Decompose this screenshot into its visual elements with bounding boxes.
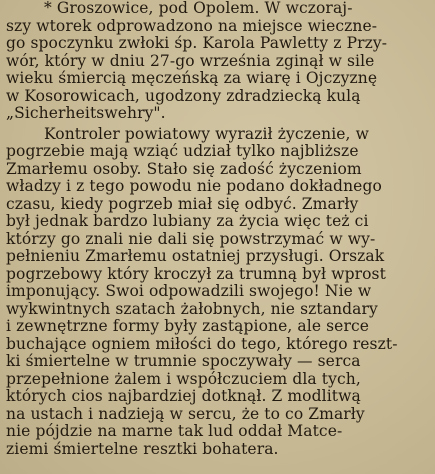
text-line: „Sicherheitswehry". — [6, 105, 166, 122]
text-line: władzy i z tego powodu nie podano dokładnego — [6, 178, 382, 195]
text-line: buchające ogniem miłości do tego, którego reszt- — [6, 335, 398, 353]
text-line: był jednak bardzo lubiany za życia więc też ci — [6, 213, 369, 230]
text-line: na ustach i nadzieją w sercu, że to co Zmarły — [6, 405, 365, 423]
article-paragraph-1 — [6, 0, 432, 123]
text-line: których cios najbardziej dotknął. Z modlitwą — [6, 388, 361, 405]
article-paragraph-2 — [6, 126, 432, 459]
text-line: pogrzebowy który kroczył za trumną był wprost — [6, 265, 386, 283]
text-line: Kontroler powiatowy wyraził życzenie, w — [44, 125, 369, 143]
text-line: nie pójdzie na marne tak lud oddał Matce- — [6, 423, 343, 440]
text-line: którzy go znali nie dali się powstrzymać w wy- — [6, 230, 376, 248]
article-column — [6, 0, 432, 458]
text-line: wykwintnych szatach żałobnych, nie sztandary — [6, 300, 378, 318]
text-line: imponujący. Swoi odpowadzili swojego! Nie w — [6, 283, 372, 300]
text-line: Zmarłemu osoby. Stało się zadość życzeniom — [6, 160, 362, 178]
text-line: pogrzebie mają wziąć udział tylko najbliższe — [6, 143, 359, 160]
text-line: szy wtorek odprowadzono na miejsce wieczne- — [6, 17, 378, 35]
text-line: przepełnione żalem i współczuciem dla tych, — [6, 370, 361, 388]
text-line: wieku śmiercią męczeńską za wiarę i Ojczyznę — [6, 70, 378, 87]
text-line: ki śmiertelne w trumnie spoczywały — serca — [6, 353, 361, 370]
text-line: czasu, kiedy pogrzeb miał się odbyć. Zmarły — [6, 195, 359, 213]
text-line: wór, który w dniu 27-go września zginął w sile — [6, 52, 375, 70]
text-line: * Groszowice, pod Opolem. W wczoraj- — [44, 0, 353, 17]
text-line: i zewnętrzne formy były zastąpione, ale serce — [6, 318, 370, 335]
text-line: ziemi śmiertelne resztki bohatera. — [6, 440, 279, 458]
text-line: go spoczynku zwłoki śp. Karola Pawletty z Przy- — [6, 35, 388, 52]
text-line: w Kosorowicach, ugodzony zdradziecką kulą — [6, 87, 361, 105]
text-line: pełnieniu Zmarłemu ostatniej przysługi. Orszak — [6, 248, 385, 265]
